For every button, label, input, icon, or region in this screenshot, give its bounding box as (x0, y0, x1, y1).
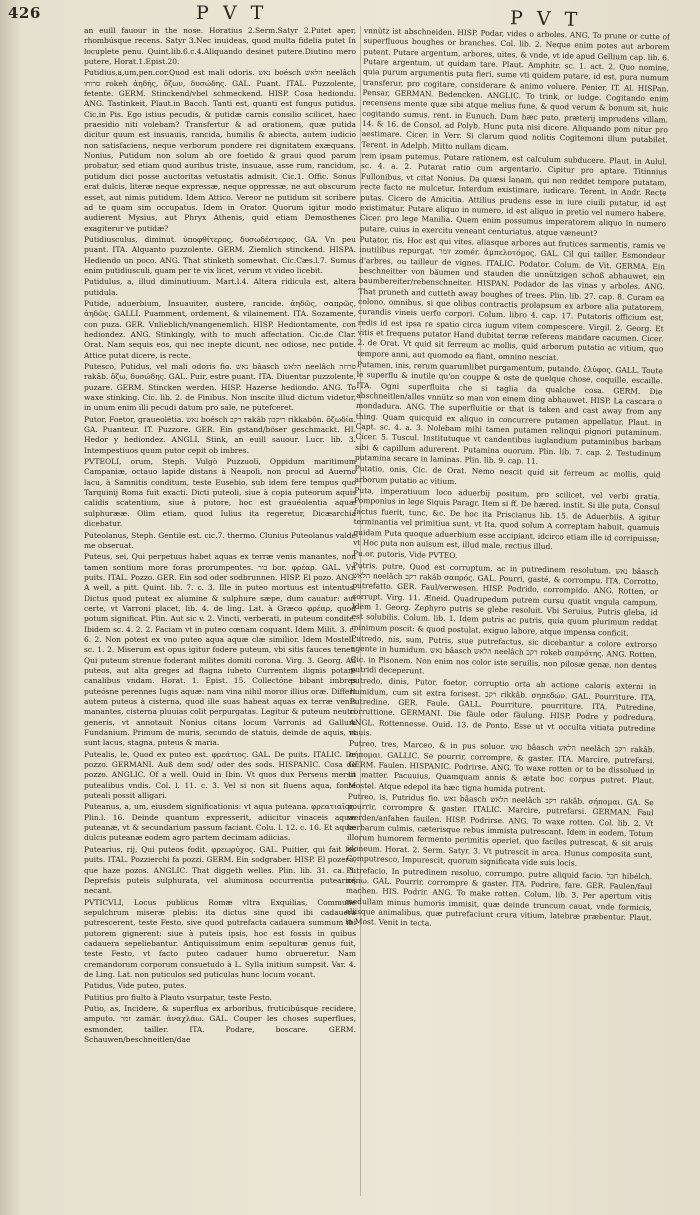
dictionary-entry: Putidus, Vide puteo, putes. (84, 981, 187, 991)
dictionary-entry: an euill fauour in the nose. Horatius 2.Serm.Satyr 2.Putet aper, rhombúsque recens. Satyr 3.Nec inuideas, quod multa fidelia putet In locuplete penu. Quint.lib.6.c.4.Aliquando desinet putere.Diutino mero putere, Horat.1.Epist.20. (84, 26, 356, 67)
dictionary-entry: Putio, as, Incidere, & superflua ex arboribus, fruticibúsque recidere, amputo. זמר zamár. ἀναχλάω. GAL. Couper les choses superflues, esmonder, tailler. ITA. Podare, boscare. GERM. Schauwen/beschneitlen/dae (84, 1003, 356, 1044)
dictionary-entry: vnnütz ist abschneiden. HISP. Podar, vides o arboles. ANG. To prune or cutte of superfluous boughes or branches. Col. lib. 2. Neque enim potes aut arborem putent. Putare argentum, arbores, uites, & vnde, vt ide apud Gellium cap. lib. 6. Putare argentum, ut quidam tare. Plaut. Amphitr. sc. 1. act. 2. Quo nomine, quia purum argumentis puta fieri, sume vti quidem putare, id est, pura numum transferur, pro cogitare, considerare & animo voluere. Penier, IT. Al. HISPan. Pensar, GERMAN. Bedencken. ANGLIC. To trink, or iudge. Cogitando enim recensens mente quæ sibi atque melius fune, & quod verum & bonum sit, huic cogitando sumus. rent. in Eunuch. Dum hæc puto, præterij imprudens villam. 14. & 16. de Consol. ad Polyb. Hunc puta nisi dicere. Aliquando pom nitur pro aestimare. Cicer. in Verr. Si clarum quod nolitis Cogitemoni illum putabilet. Terent. in Adelph. Mitto nullam dicam. (361, 26, 670, 152)
dictionary-entry: putredo, dinis, Putor, foetor, corruptio orta ab actione caloris externi in humidum, cum sit extra forisest. רקב rikkâb. σηπεδών. GAL. Pourriture. ITA. Putredine. GER. Faule. GALL. Pourriture, pourriture. ITA. Putredine, corruttione. GERMANI. Die fäule oder fäulung. HISP. Podre y podredura. ANGL. Rottennesse. Ouid. 13. de Ponto. Esse ut vt occulta vitiata putredine nauis. (349, 676, 657, 738)
dictionary-entry: Putreo, is, Putridus fio. נאש bâasch הלאש neelâch רקב rakâb. σήπομαι. GA. Se pourrir, corrompre & gaster. ITALIC. Marcire, putrefarsi. GERMAN. Faul werden/anfahen fauilen. HISP. Podrirse. ANG. To waxe rotten. Col. lib. 2. Vt herbarum culmis, cæterisque rebus immista putrescant. Idem in eodem, Totum illorum humorem fermento perimitis operiet, quo faciles putrescat, & sit aruis idoneum. Horat. 2. Serm. Satyr. 3. Vt putrescit in arca. Hunus composita sunt, Computresco, Impurescit, quorum significata vide suis locis. (346, 791, 654, 868)
dictionary-entry: Putitius pro fiulto à Plauto vsurpatur, teste Festo. (84, 992, 272, 1002)
left-running-head: P V T (196, 2, 268, 24)
dictionary-entry: Putesco, Putidus, vel mali odoris fio. נאש bâasch הלאש neelâch סרחה rakâb. ὄζω, δυσώδης. GAL. Puir, estre puant. ITA. Diuentar puzzolente, puzare. GERM. Stincken werden. HISP. Hazerse hediondo. ANG. To waxe stinking. Cic. lib. 2. de Finibus. Non inscite illud dictum videtur, in unum enim illi pecudi datum pro sale, ne putefceret. (84, 362, 356, 413)
dictionary-entry: Pu.or, putoris, Vide PVTEO. (352, 549, 458, 561)
dictionary-entry: Puteanus, a, um, eiusdem significationis: vt aqua puteana. φρεατιαῖος. Plin.l. 16. Deinde quantum expresserit, adiicitur vinaceis aquæ puteanæ, vt & secundarium passum faciant. Colu. l. 12. c. 16. Et aquæ dulcis puteanæ eodem agro partem decimam adiicias. (84, 802, 356, 843)
dictionary-entry: Putealis, le, Quod ex puteo est. φρεάτιος. GAL. De puits. ITALIC. De pozzo. GERMANI. Auß dem sod/ oder des sods. HISPANIC. Cosa de pozzo. ANGLIC. Of a well. Ouid in Ibin. Vt quos dux Perseus mersit putealibus vndis. Col. l. 11. c. 3. Vel si non sit fluens aqua, fonte puteali possit alligari. (84, 749, 356, 801)
dictionary-entry: Putide, aduerbium, Insuauiter, austere, rancide. ἀηδῶς, σαπρῶς, ἀηδῶς. GALLI. Puamment, ordement, & vilainement. ITA. Sozamente, con puza. GER. Vnlieblich/vnangenemlich. HISP. Hediontamente, con hediondez. ANG. Stinkingly, with to much affectation. Cic.de Clar. Orat. Nam sequis eos, qui nec inepte dicunt, nec odiose, nec putide. Attice putat dicere, is recte. (84, 298, 356, 360)
dictionary-entry: PVTICVLI, Locus publicus Romæ vltra Exquilias, Commune sepulchrum miseræ plebis: ita dictus sine quod ibi cadauera putrescerent, teste Festo, sive quod putrefacta cadauera summum ibi putorem gignerent: siue à puteis ipsis, hoc est fossis in quibus cadauera sepeliebantur. Antiquissimum enim sepulturæ genus fuit, teste Festo, vt facto puteo cadauer humo obrueretur. Nam cremandorum corporum consuetudo à L. Sylla initium sumpsit. Var. 4. de Ling. Lat. non puticulos sed puticulas hunc locum vocant. (84, 897, 356, 979)
page-number: 426 (8, 4, 41, 22)
dictionary-entry: Putatio, onis, Cic. de Orat. Nemo nescit quid sit ferreum ac mollis, quid arborum putatio ac vitium. (354, 464, 661, 486)
dictionary-entry: Putidiusculus, diminut. ὑποφθίτερος, δυσωδέστερος. GA. Vn peu puant. ITA. Alquanto puzzolente. GERM. Ziemlich stinckend. HISPA. Hediendo un poco. ANG. That stinketh somewhat. Cic.Cæs.l.7. Sumus enim putidiusculi, quam per te vix licet, verum vt video licebit. (84, 234, 356, 275)
dictionary-entry: Putris, putre, Quod est corruptum, ac in putredinem resolutum. נאש bâasch הלאש neelâch רקב rakáb σαπρός. GAL. Pourri, gasté, & corrompu. ITA. Corrotto, putrefatto. GER. Faul/verwesen. HISP. Podrido, corrompido. ANG. Rotten, or corrupt. Virg. 11. Æneid. Quadrupedum putrem cursu quatit vngula campum. Idem 1. Georg. Zephyro putris se glebe resoluit. Vbi Seruius, Putris gleba, id est solubilis. Colum. lib. 1. Idem putris ac putris, quia quum plurimum reddat minimum poscit: & quod postulat, exiguo labore, atque impensa conficit. (351, 560, 659, 638)
right-running-head: P V T (509, 7, 582, 31)
dictionary-entry: Putreo, tres, Marceo, & in pus soluor. נאש bâasch הלאש neelâch רקב rakâb. σήπομαι. GALLIC. Se pourrir, corrompre, & gaster. ITA. Marcire, putrefarsi. GERM. Faulen. HISPANIC. Podrirse. ANG. To waxe rotten or to be dissolued in to matter. Pacuuius, Quamquam annis & ætate hoc corpus putret. Plaut. Mostel. Atque edepol ita hæc tigna humida putrent. (348, 739, 655, 794)
right-column (339, 26, 670, 1212)
dictionary-entry: Putredo, nis, sum, Putris, siue putrefactus, sic dicebantur a colore extrorso agente in humidum. נאש bâasch הלאש neelâch רקב rokeb σαπρότης. ANG. Rotten. Cic. in Pisonem. Non enim nos color iste seruilis, non pilosæ genæ, non dentes putridi deceperunt. (350, 633, 658, 676)
dictionary-entry: Puteus, sei, Qui perpetuus habet aquas ex terræ venis manantes, non tamen sontium more foras prorumpentes. בור bor. φρέαρ. GAL. Vn puits. ITAL. Pozzo. GER. Ein sod oder sodbrunnen. HISP. El pozo. ANG. A well, a pitt. Quint. lib. 7. c. 3. Ille in puteo mortuus est intentus. Dictus quod puteat ex alumine & sulphure sæpe, dum cauatur: aut certe, vt Varroni placet, lib. 4. de ling. Lat. à Græco φρέαρ, quod potum significat. Plin. Aut sic v. 2. Vincti, verberati, in puteum condite. Ibidem sc. 4. 2. 2. Faciam vt in puteo cœnam coquant. Idem Milit. 3. c. 6. 2. Non potest ex vno puteo aqua aquæ clæ similior. Idem Mostell. sc. 1. 2. Miserum est opus igitur fodere puteum, vbi sitis fauces tenet. Qui puteum strenue foderant milites domiti corona. Virg. 3. Georg. Ad puteos, aut alta greges ad flagna iubeto Currentem ilignis potare canalibus vndam. Horat. 1. Epist. 15. Collectóne bibant imbres puteósne perennes Iugis aquæ: nam vina nihil moror illius oræ. Differt autem puteus à cisterna, quod ille suas habeat aquas ex terræ venis manantes, cisterna pluuias colit perpurgatas. Legitur & puteum neutri generis, vt annotauit Nonius citans locum Varronis ad Gallum Fundanium. Primum de muris, secundo de statuis, deinde de aquis, vt sunt lacus, stagna, puteus & maria. (84, 552, 356, 748)
dictionary-entry: PVTEOLI, orum, Steph. Vulgò Puzzuoli, Oppidum maritimum Campaniæ, octauo lapide distans à Neapoli, non procul ad Auerno lacu, à Samnitis conditum, teste Eusebio, sub idem fere tempus quo Tarquinij Roma fuit exacti. Dicti puteoli, siue à copia puteorum aquis calidis scatentium, siue à putore, hoc est grauéolentia aquæ sulphurææ. Olim etiam, quod Iulius ita regeretur, Dicæarchia dicebatur. (84, 457, 356, 529)
dictionary-entry: Putearius, rij, Qui puteos fodit. φρεωρύχος. GAL. Puitier, qui fait les puits. ITAL. Pozzierchi fa pozzi. GERM. Ein sodgraber. HISP. El pozero, que haze pozos. ANGLIC. That diggeth welles. Plin. lib. 31. ca. 3. Deprefsis puteis sulphurata, vel aluminosa occurrentia putearios necant. (84, 844, 356, 896)
dictionary-entry: Puteolanus, Steph. Gentile est. cic.7. thermo. Clunius Puteolanus valde me obseruat. (84, 530, 356, 550)
dictionary-entry: rem ipsam putemus. Putare rationem, est calculum subducere. Plaut. in Aulul. sc. 4. a. 2. Putarat ratio cum argentario. Cipitur pro aptare. Titinnius Fullonibus, vt citat Nonius. Da quæsi lanam, qui non reddet tempore putatam, recte facto ne mulcetur. Interdum existimare, iudicare. Terent. in Andr. Recte putas. Cicero de Amicitia. Attilius prudens esse in iure ciuili putatur, id est existimatur. Putare aliquo in numero, id est aliquo in pretio vel numero habere. Cicer. pro lege Manilia. Quem enim possumus imperatorem aliquo in numero putare, cuius in exercitu veneant centuriatus, atque væneunt? (359, 151, 668, 238)
dictionary-entry: Putator, ris, Hoc est qui vites, aliasque arbores aut frutices sarmentis, ramis ve inutilibus repurgat. זומר zomér. ἀμπελοτόμος. GAL. Cil qui tailler. Esmondeur d'arbres, ou tailleur de vignes. ITALIC. Podator. Colum. de Vit. GERMA. Ein beschneitter von bäumen und stauden die unnützigen schoß abhauwet, ein baumbereiter/rebenschneiter. HISPAN. Podador de las vinas y arboles. ANG. That pruneth and cutteth away boughes of trees. Plin. lib. 27. cap. 8. Curam ea colono, omnibus, si que olibus contractis prolapsum ex arbore alia putatorem, curandis vineis uerfo corpori. Colum. libro 4. cap. 17. Putatoris officium est, redis id est ipsa re spatio circa iugum vitem compescere. Virgil. 2. Georg. Et vitis et frequens putator Hand dubitat terræ referens mandare cacumen. Cicer. 2. de Orat. Vt quid sit ferreum ac mollis, quid arborum putatio ac vitium, quo tempore anni, aut quomodo ea fiant, omnino nesciat. (357, 234, 666, 362)
dictionary-entry: Putidius,a,um,pen.cor.Quod est mali odoris. נאש bοésch הלאש neelâch סרוחו rokeh ἀηδής, ὄζων, δυσώδης. GAL. Puant. ITAL. Puzzolente, fetente. GERM. Stinckend/vbel schmeckend. HISP. Cosa hediondu. ANG. Tastinkeit, Plaut.in Bacch. Tanti est, quanti est fungus putidus. Cic.in Pis. Ego istius pecudis, & putidæ carnis consilio scilicet, haec praesidio niti volebam? Transfertur & ad orationem, quæ putida dicitur quum est insuauis, rancida, humilis & abiecta, autem iudicio non satisfaciens, neque verborum pondere rei dignitatem exæquans. Nonius, Putidum non solum ab ore foetido & graui quod parum probatur, sed etiam quod auribus triste, insuaue, asse rum, rancidum, putidum dici posse auctoritas vetustatis admisit. Cic.1. Offic. Sonus erat dulcis, literæ neque expressæ, neque oppressæ, ne aut obscurum esset, aut nimis putidum. Idem Attico. Vereor ne putidum sit scribere ad te quam sim occupatus. Idem in Orator. Quorum igitur modo audierent Mysius, aut Phryx Athenis, quid etiam Demosthenes exagiterur ve putidæ? (84, 68, 356, 233)
dictionary-entry: Putor, Foetor, graueolétia. נאש bοésch רקב rakâb ריקבון rikkabôn. ὄζωδία. GA. Puanteur. IT. Puzzore. GER. Ein gstand/böser geschmackt. HI. Hedor y hediondez. ANGLI. Stink, an euill sauour. Lucr. lib. 3. Intempestiuos quum putor cepit ob imbres. (84, 414, 356, 455)
dictionary-entry: Putrefacio, In putredinem resoluo, corrumpo, putre aliquid facio. חבל hibélch. σήπω. GAL. Pourrir, corrompre & gaster. ITA. Podrire, fare. GER. Faulen/faul machen. HIS. Podrir. ANG. To make rotten. Colum. lib. 3. Per apertum vitis medullam minus humoris immisit, quæ deinde truncum cauat, vnde formicis, aliisque animalibus, quæ putrefaciunt crura vitium, latebræ præbentur. Plaut. in Most. Venit in tecta. (345, 865, 653, 928)
dictionary-entry: Putidulus, a, illud diminutiuum. Mart.l.4. Altera ridicula est, altera putidula. (84, 277, 356, 297)
dictionary-entry: Puta, imperatiuum loco aduerbij positum, pro scilicet, vel verbi gratia. Pomponius in lege Siquis Paragr. Item si ff. De hæred. instit. Si ille puta, Consul factus fuerit, tunc, &c. De hoc ita Priscianus lib. 15. de Aduerbiis. A igitur terminantia vel primitiua sunt, vt Ita, quod solum A correptam habuit, quamuis quidam Puta quoque aduerbium esse accipiant, idcirco etiam ille id corripuisse; vt Hoc puta non auisum est, illud male, rectius illud. (353, 486, 661, 551)
left-column (84, 26, 356, 1206)
dictionary-entry: Putamen, inis, rerum quarumlibet purgamentum, putando. ἐλύφος. GALL. Toute le superflu & inutile qu'on couppe & oste de quelque chose, coquille, escaille. ITA. Ogni superfluita che si taglia da qualche cosa. GERM. Die abschneitlen/alles vnnütz so man von einem ding abhauwet. HISP. La cascara o mondadura. ANG. The superfluitie or that is taken and cast away from any thing. Quam quicquid ex aliquo in concurrere putamen appellatur. Plaut. in Capt. sc. 4. a. 3. Nolebam mihi tamen putamen relinqui pignori putaminum. Cicer. 5. Tuscul. Institutuque vt candentibus iuglandium putaminibus barbam sibi & capillum adurerent. Putamina ouorum. Plin. lib. 7. cap. 2. Testudinum putamina secare in laminas. Plin. lib. 9. cap. 11. (354, 359, 663, 466)
